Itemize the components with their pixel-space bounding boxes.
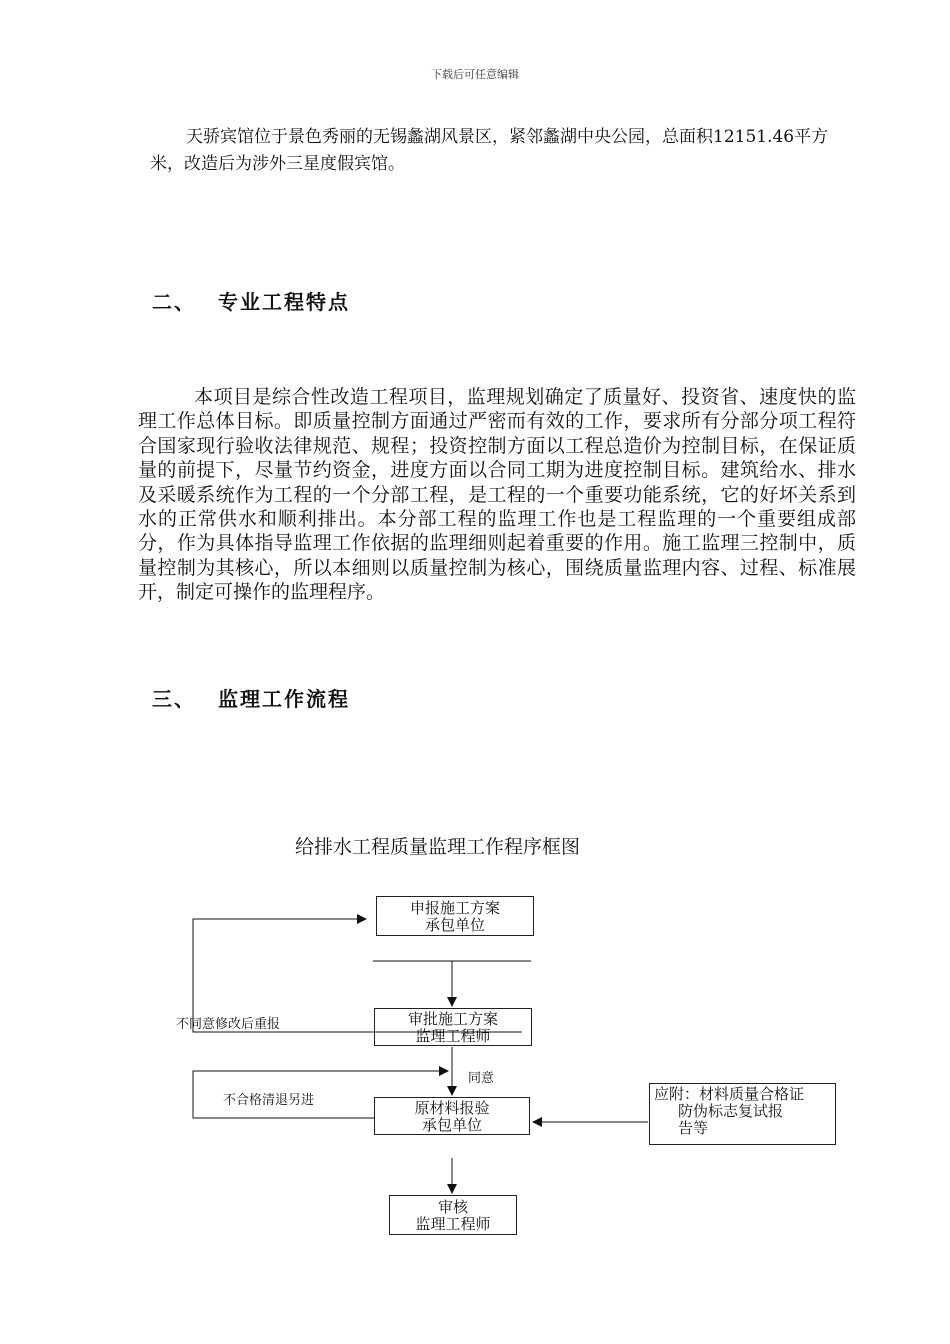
box-line: 监理工程师: [415, 1215, 491, 1233]
box-line: 承包单位: [424, 916, 485, 934]
flow-box-review: [389, 1195, 517, 1235]
box-line: 防伪标志复试报: [678, 1102, 784, 1120]
label-unqualified: 不合格清退另进: [223, 1093, 315, 1108]
flow-box-attachments: [649, 1083, 836, 1145]
box-line: 审批施工方案: [407, 1010, 498, 1028]
header-note: 下载后可任意编辑: [431, 68, 519, 81]
box-line: 原材料报验: [414, 1099, 490, 1117]
flow-box-material-inspection: [374, 1097, 530, 1135]
section-title: 监理工作流程: [218, 687, 350, 711]
box-line: 审核: [437, 1198, 468, 1216]
label-reject-resubmit: 不同意修改后重报: [176, 1017, 281, 1032]
section-body-paragraph: 本项目是综合性改造工程项目，监理规划确定了质量好、投资省、速度快的监理工作总体目标。即质量控制方面通过严密而有效的工作，要求所有分部分项工程符合国家现行验收法律规范、规程；投资控制方面以工程总造价为控制目标，在保证质量的前提下，尽量节约资金，进度方面以合同工期为进度控制目标。建筑给水、排水及采暖系统作为工程的一个分部工程，是工程的一个重要功能系统，它的好坏关系到水的正常供水和顺利排出。本分部工程的监理工作也是工程监理的一个重要组成部分，作为具体指导监理工作依据的监理细则起着重要的作用。施工监理三控制中，质量控制为其核心，所以本细则以质量控制为核心，围绕质量监理内容、过程、标准展开，制定可操作的监理程序。: [138, 386, 856, 604]
box-line: 承包单位: [421, 1116, 482, 1134]
box-line: 监理工程师: [415, 1027, 491, 1045]
section-title: 专业工程特点: [218, 290, 350, 314]
flow-box-submit-plan: [376, 896, 534, 936]
box-line: 告等: [678, 1119, 709, 1137]
label-agree: 同意: [468, 1071, 495, 1086]
section-number: 二、: [152, 290, 196, 314]
flow-box-approve-plan: [374, 1008, 532, 1046]
flowchart-title: 给排水工程质量监理工作程序框图: [294, 836, 580, 858]
box-line: 应附：材料质量合格证: [654, 1085, 805, 1103]
intro-paragraph: 天骄宾馆位于景色秀丽的无锡蠡湖风景区，紧邻蠡湖中央公园，总面积12151.46平方米，改造后为涉外三星度假宾馆。: [150, 127, 829, 174]
section-number: 三、: [152, 687, 196, 711]
box-line: 申报施工方案: [409, 899, 500, 917]
